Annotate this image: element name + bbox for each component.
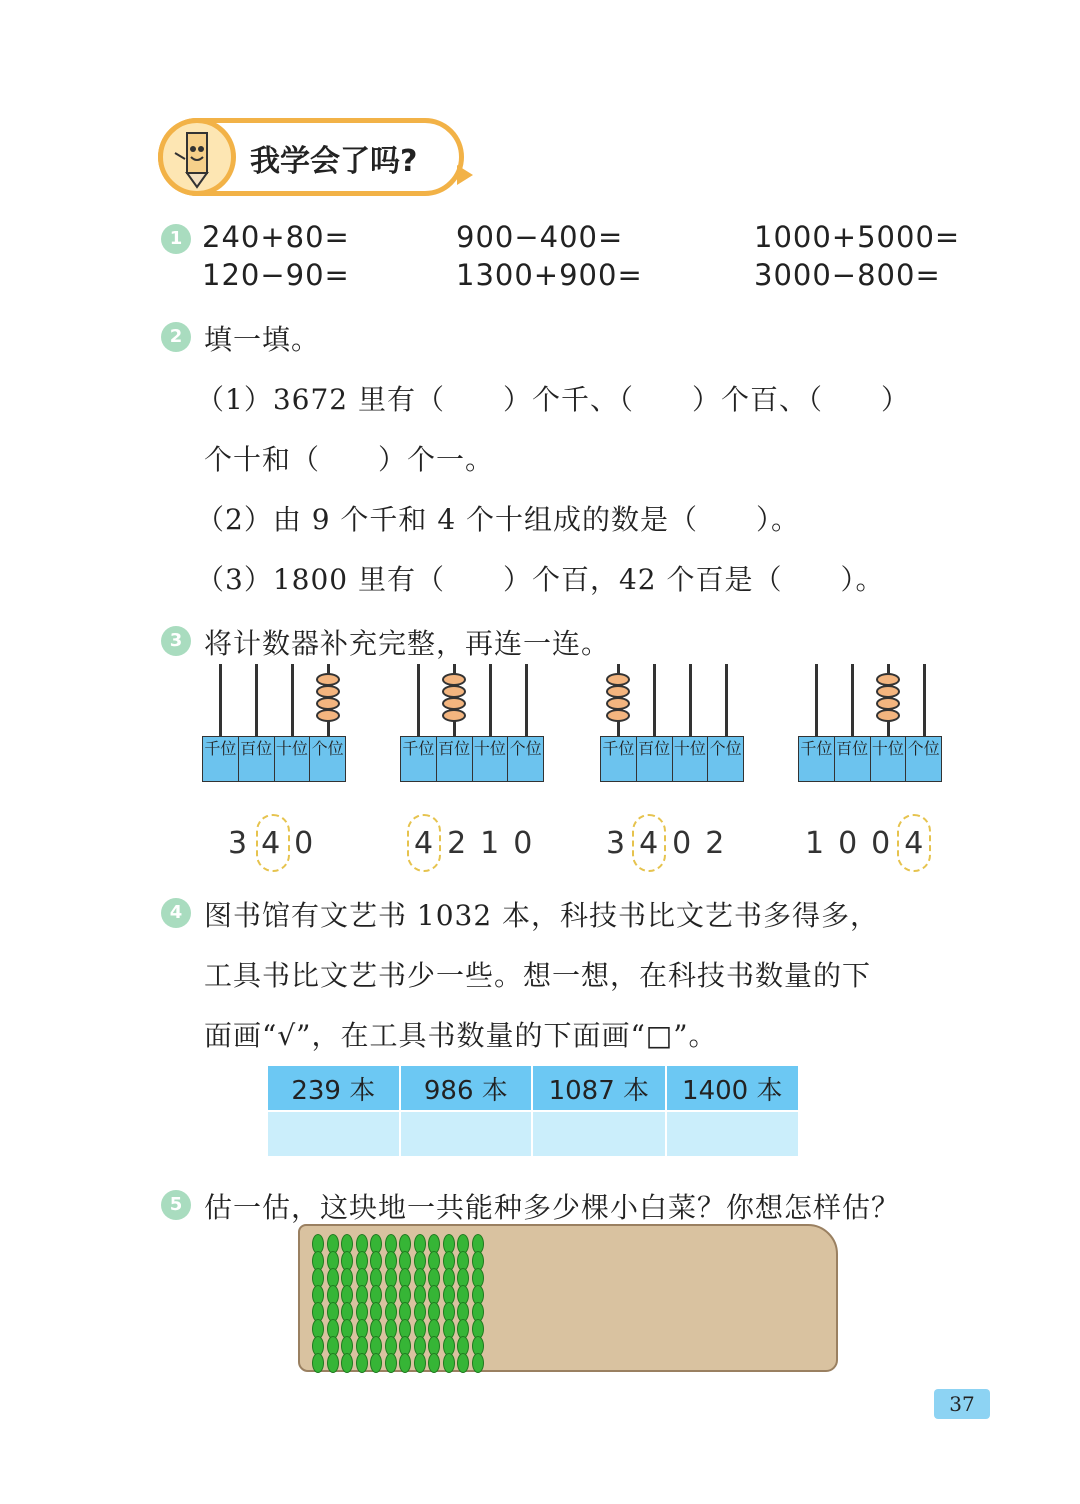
place-label: 百位 — [637, 737, 673, 781]
place-label: 千位 — [203, 737, 239, 781]
abacus-bead[interactable] — [876, 673, 900, 686]
abacus-number: 340 — [228, 826, 328, 861]
abacus-bead[interactable] — [316, 685, 340, 698]
question-number-3: 3 — [161, 626, 191, 656]
table-header-cell: 986 本 — [400, 1065, 533, 1111]
place-label: 个位 — [509, 739, 542, 758]
abacus-rod — [291, 664, 294, 736]
place-label: 百位 — [239, 737, 275, 781]
dashed-oval-marker — [632, 814, 666, 872]
abacus-number: 4210 — [414, 826, 547, 861]
abacus-rod — [689, 664, 692, 736]
abacus-rod — [725, 664, 728, 736]
place-label: 十位 — [473, 737, 509, 781]
question-line: （3）1800 里有（ ）个百，42 个百是（ ）。 — [196, 563, 885, 596]
question-line: （2）由 9 个千和 4 个十组成的数是（ ）。 — [196, 503, 801, 536]
abacus-rod — [653, 664, 656, 736]
place-value-labels — [600, 736, 744, 782]
table-header-cell: 1400 本 — [666, 1065, 799, 1111]
question-number-5: 5 — [161, 1190, 191, 1220]
abacus-rod — [417, 664, 420, 736]
place-label: 十位 — [673, 737, 709, 781]
book-count-table — [266, 1064, 800, 1158]
place-label: 个位 — [709, 739, 742, 758]
table-header-cell: 1087 本 — [532, 1065, 665, 1111]
cabbage-icon — [414, 1353, 426, 1373]
abacus-bead[interactable] — [442, 685, 466, 698]
abacus-number: 1004 — [805, 826, 938, 861]
abacus-rod — [255, 664, 258, 736]
place-value-labels — [798, 736, 942, 782]
page-number: 37 — [934, 1389, 990, 1419]
question-title: 估一估，这块地一共能种多少棵小白菜？你想怎样估？ — [204, 1191, 901, 1224]
abacus-bead[interactable] — [876, 697, 900, 710]
question-number-2: 2 — [161, 322, 191, 352]
cabbage-icon — [356, 1353, 368, 1373]
abacus-rod — [815, 664, 818, 736]
abacus-rod — [851, 664, 854, 736]
cabbage-icon — [312, 1353, 324, 1373]
pencil-mascot-icon — [158, 118, 236, 196]
abacus-bead[interactable] — [442, 673, 466, 686]
equation: 120−90= — [202, 258, 350, 292]
equation: 3000−800= — [754, 258, 941, 292]
cabbage-icon — [472, 1353, 484, 1373]
place-label: 个位 — [907, 739, 940, 758]
place-value-labels — [400, 736, 544, 782]
abacus-bead[interactable] — [442, 697, 466, 710]
place-value-labels — [202, 736, 346, 782]
abacus-rod — [489, 664, 492, 736]
abacus-rod — [219, 664, 222, 736]
equation: 1300+900= — [456, 258, 643, 292]
abacus-bead[interactable] — [606, 673, 630, 686]
equation: 240+80= — [202, 220, 350, 254]
dashed-oval-marker — [897, 814, 931, 872]
abacus-number: 3402 — [606, 826, 739, 861]
cabbage-icon — [428, 1353, 440, 1373]
question-line: 个十和（ ）个一。 — [204, 443, 495, 476]
question-line: 图书馆有文艺书 1032 本，科技书比文艺书多得多， — [204, 899, 880, 932]
abacus-bead[interactable] — [316, 673, 340, 686]
abacus-bead[interactable] — [316, 697, 340, 710]
dashed-oval-marker — [256, 814, 290, 872]
abacus-rod — [923, 664, 926, 736]
table-header-cell: 239 本 — [267, 1065, 400, 1111]
cabbage-icon — [341, 1353, 353, 1373]
place-label: 千位 — [401, 737, 437, 781]
answer-cell[interactable] — [400, 1111, 533, 1157]
place-label: 个位 — [311, 739, 344, 758]
cabbage-icon — [399, 1353, 411, 1373]
abacus-bead[interactable] — [316, 709, 340, 722]
section-title: 我学会了吗? — [250, 144, 418, 179]
question-number-1: 1 — [161, 224, 191, 254]
cabbage-icon — [370, 1353, 382, 1373]
cabbage-icon — [443, 1353, 455, 1373]
cabbage-icon — [457, 1353, 469, 1373]
question-line: 面画“√”，在工具书数量的下面画“□”。 — [204, 1019, 718, 1052]
place-label: 千位 — [799, 737, 835, 781]
question-line: 工具书比文艺书少一些。想一想，在科技书数量的下 — [204, 959, 872, 992]
place-label: 千位 — [601, 737, 637, 781]
question-number-4: 4 — [161, 898, 191, 928]
abacus-bead[interactable] — [606, 685, 630, 698]
abacus-bead[interactable] — [606, 709, 630, 722]
abacus-rod — [525, 664, 528, 736]
question-line: （1）3672 里有（ ）个千、（ ）个百、（ ） — [196, 383, 910, 416]
answer-cell[interactable] — [666, 1111, 799, 1157]
place-label: 百位 — [835, 737, 871, 781]
abacus-bead[interactable] — [876, 709, 900, 722]
answer-cell[interactable] — [267, 1111, 400, 1157]
place-label: 十位 — [871, 737, 907, 781]
abacus-bead[interactable] — [876, 685, 900, 698]
equation: 1000+5000= — [754, 220, 961, 254]
question-title: 填一填。 — [204, 323, 321, 356]
question-title: 将计数器补充完整，再连一连。 — [204, 627, 611, 660]
abacus-bead[interactable] — [442, 709, 466, 722]
place-label: 十位 — [275, 737, 311, 781]
answer-cell[interactable] — [532, 1111, 665, 1157]
place-label: 百位 — [437, 737, 473, 781]
equation: 900−400= — [456, 220, 624, 254]
abacus-bead[interactable] — [606, 697, 630, 710]
dashed-oval-marker — [407, 814, 441, 872]
cabbage-icon — [385, 1353, 397, 1373]
cabbage-icon — [327, 1353, 339, 1373]
